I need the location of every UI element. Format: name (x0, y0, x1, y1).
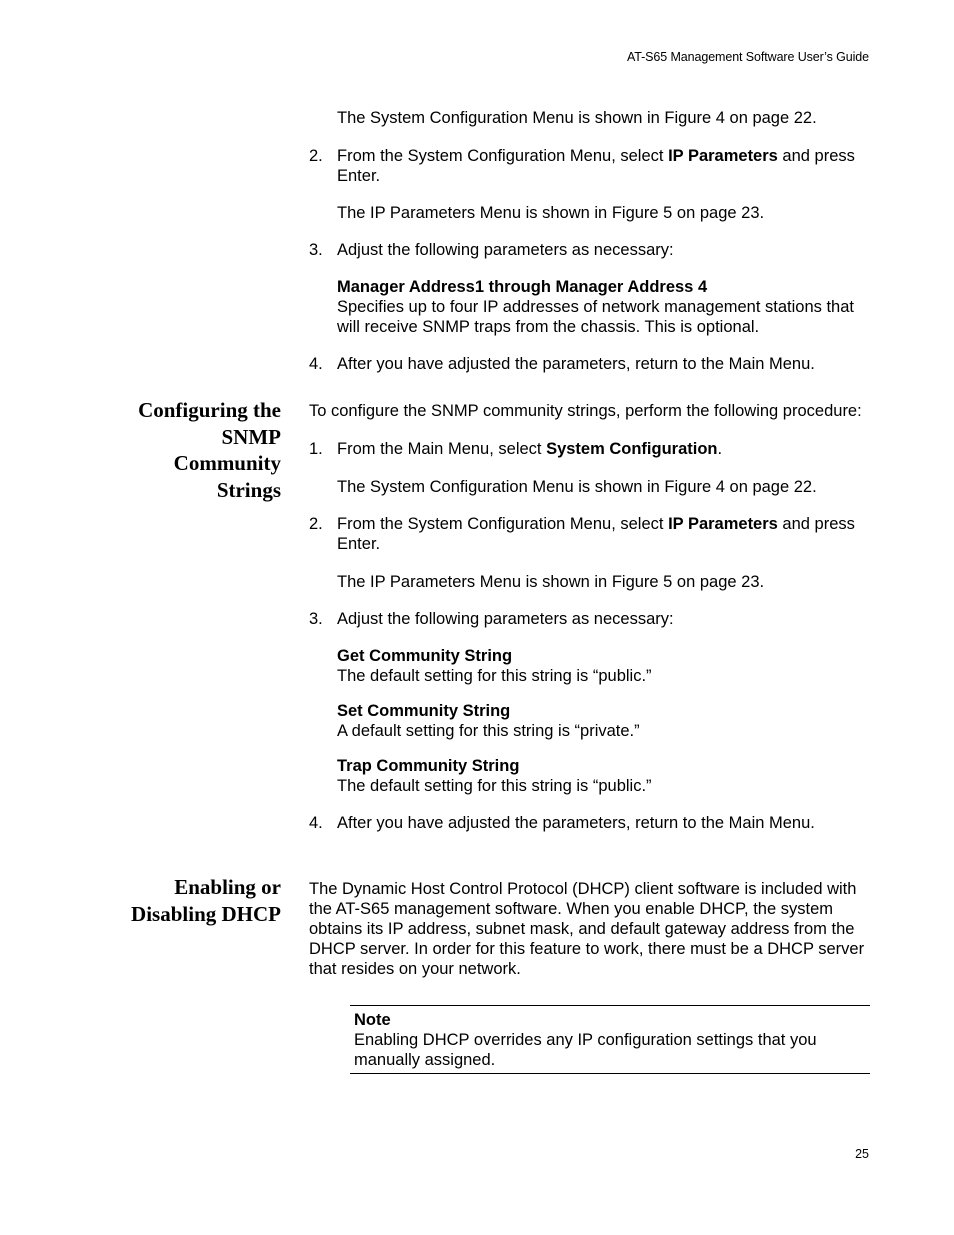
parameter-name: Get Community String (337, 647, 513, 665)
section-heading-dhcp (60, 874, 281, 927)
menu-option: System Configuration (546, 440, 718, 458)
step-number: 1. (309, 440, 323, 458)
section-intro: To configure the SNMP community strings, perform the following procedure: (309, 402, 862, 420)
step-text: . (717, 440, 723, 458)
section-2-body (309, 401, 875, 833)
step-text: and press Enter. (337, 515, 855, 553)
parameter-name: Set Community String (337, 702, 511, 720)
step-1-followup: The System Configuration Menu is shown in Figure 4 on page 22. (337, 478, 817, 496)
step-4 (309, 354, 875, 374)
menu-option: IP Parameters (668, 515, 778, 533)
step-number: 3. (309, 241, 323, 259)
step-1-followup: The System Configuration Menu is shown in Figure 4 on page 22. (337, 109, 817, 127)
parameter-name: Trap Community String (337, 757, 520, 775)
heading-line: Enabling or (174, 875, 281, 899)
parameter-name: Manager Address1 through Manager Address 4 (337, 278, 708, 296)
step-text: After you have adjusted the parameters, return to the Main Menu. (337, 355, 815, 373)
step-text: Adjust the following parameters as necessary: (337, 610, 674, 628)
section-paragraph: The Dynamic Host Control Protocol (DHCP) client software is included with the AT-S65 management software. When you enable DHCP, the system obtains its IP address, subnet mask, and default gateway address from the DHCP server. In order for this feature to work, there must be a DHCP server that resides on your network. (309, 880, 865, 978)
parameter-entry (309, 277, 875, 337)
step-4 (309, 813, 875, 833)
step-number: 4. (309, 814, 323, 832)
step-number: 2. (309, 515, 323, 533)
heading-line: Disabling DHCP (131, 901, 281, 926)
section-heading-snmp-community-strings (60, 397, 281, 503)
parameter-entry (309, 646, 875, 686)
step-2 (309, 146, 875, 186)
step-text: Adjust the following parameters as necessary: (337, 241, 674, 259)
section-3-body (309, 879, 875, 979)
menu-option: IP Parameters (668, 147, 778, 165)
heading-line: Configuring the (138, 398, 281, 422)
parameter-description: Specifies up to four IP addresses of network management stations that will receive SNMP traps from the chassis. This is optional. (337, 298, 854, 336)
section-1-continuation (309, 108, 875, 374)
step-number: 4. (309, 355, 323, 373)
parameter-entry (309, 701, 875, 741)
note-text: Enabling DHCP overrides any IP configuration settings that you manually assigned. (354, 1031, 817, 1069)
step-3 (309, 609, 875, 629)
parameter-entry (309, 756, 875, 796)
heading-line: SNMP (221, 424, 281, 449)
parameter-description: A default setting for this string is “private.” (337, 722, 640, 740)
parameter-description: The default setting for this string is “public.” (337, 667, 652, 685)
step-text: From the Main Menu, select (337, 440, 547, 458)
note-box (350, 1005, 870, 1074)
step-2-followup: The IP Parameters Menu is shown in Figure 5 on page 23. (337, 204, 765, 222)
step-number: 3. (309, 610, 323, 628)
step-2-followup: The IP Parameters Menu is shown in Figure 5 on page 23. (337, 573, 765, 591)
step-2 (309, 514, 875, 554)
step-text: From the System Configuration Menu, select (337, 515, 669, 533)
heading-line: Strings (216, 477, 281, 502)
running-header: AT-S65 Management Software User’s Guide (626, 50, 869, 64)
step-3 (309, 240, 875, 260)
step-text: and press Enter. (337, 147, 855, 185)
step-text: After you have adjusted the parameters, return to the Main Menu. (337, 814, 815, 832)
step-number: 2. (309, 147, 323, 165)
heading-line: Community (173, 451, 281, 475)
parameter-description: The default setting for this string is “public.” (337, 777, 652, 795)
page-number: 25 (855, 1147, 869, 1161)
step-text: From the System Configuration Menu, select (337, 147, 669, 165)
step-1 (309, 439, 875, 459)
note-label: Note (354, 1011, 391, 1029)
